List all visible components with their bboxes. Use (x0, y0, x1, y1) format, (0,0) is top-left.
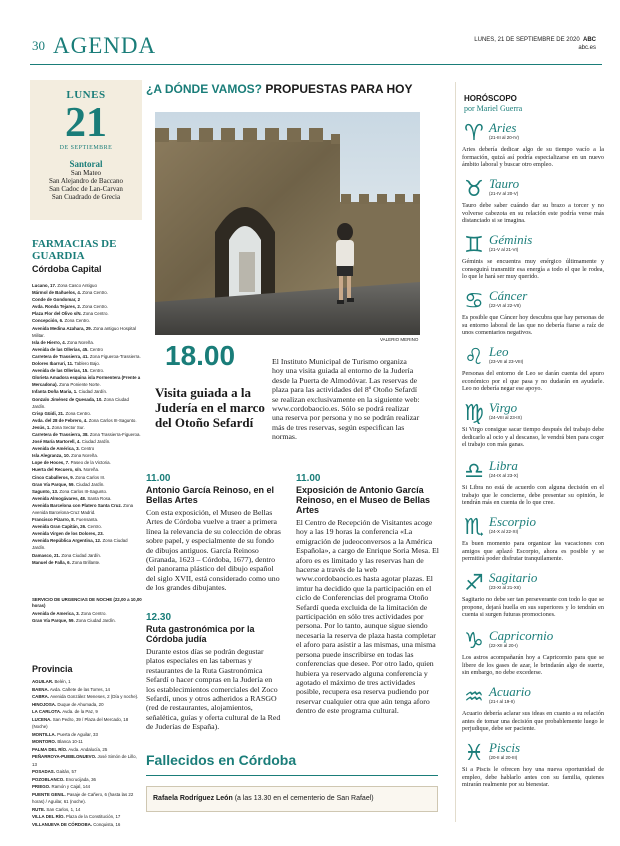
pisces-icon: ♓ (464, 741, 484, 766)
photo-credit: VALERIO MERINO (380, 337, 419, 342)
list-item (32, 776, 142, 784)
list-item-name: Isla de Hierro, 4. (32, 339, 66, 345)
list-item (32, 296, 142, 303)
list-item-area: José Simón de Lillo, 13 (32, 754, 137, 767)
list-item (32, 424, 142, 431)
list-item-area: Avenida González Meneses, 2 (Día y noche). (50, 694, 139, 699)
obituaries-rule (146, 775, 438, 776)
pharmacies-subtitle: Córdoba Capital (32, 264, 102, 274)
list-item-area: Avda. de la Paz, 9 (62, 709, 98, 714)
list-item (32, 768, 142, 776)
list-item-area: Ramón y Cajal, 144 (51, 784, 91, 789)
list-item-name: Carretera de Trassierra, 38. (32, 431, 89, 437)
sign-dates: (20-II al 20-III) (489, 755, 518, 760)
list-item-name: Infanta Doña Maria, 1. (32, 389, 78, 395)
list-item-area: San Carlos, 1, 14 (46, 806, 81, 812)
sign-dates: (22-VI al 22-VII) (489, 303, 521, 308)
list-item-name: POZOBLANCO. (32, 776, 65, 782)
list-item (32, 396, 142, 410)
list-item (32, 303, 142, 310)
sign-text: Si a Piscis le ofrecen hoy una nueva oportunidad de empleo, debe hablarlo antes con su familia, quienes mirarán realmente por su bienestar. (462, 766, 604, 789)
list-item-name: Gran Vía Parque, 59. (32, 618, 75, 623)
saint: San Cuadrado de Grecia (51, 193, 121, 201)
list-item (32, 474, 142, 481)
list-item-area: Belén, 1 (54, 679, 71, 684)
list-item (32, 783, 142, 791)
list-item-area: Ciudad Jardín. (75, 481, 105, 487)
horoscope-author: por Mariel Guerra (464, 104, 523, 113)
list-item (32, 466, 142, 473)
list-item-area: Zona Ciudad Jardín. (32, 538, 128, 551)
sign-name: Aries (489, 120, 517, 135)
list-item-name: Avenida de las Ollerías, 45. (32, 346, 89, 352)
sign-name: Acuario (489, 684, 531, 699)
event-item (296, 473, 439, 716)
sign-text: Aries debería dedicar algo de su tiempo vacío a la formación, quizá así podría especializarse en un nuevo ámbito laboral y buscar otro empleo. (462, 146, 604, 169)
sign-dates: (21-I al 19-II) (489, 699, 515, 704)
list-item-area: Zona Carlos III-Sagunto. (88, 417, 137, 423)
list-item (32, 708, 142, 716)
list-item-area: Zona Centro. (80, 611, 107, 616)
list-item-name: Avenida República Argentina, 12. (32, 538, 102, 544)
list-item-name: Avenida Almogávares, 48. (32, 495, 87, 501)
saint: San Mateo (70, 169, 102, 177)
list-item-name: POSADAS. (32, 769, 55, 774)
obituary-name: Rafaela Rodríguez León (153, 795, 233, 802)
list-item-name: Concepción, 6. (32, 318, 64, 324)
list-item (32, 367, 142, 374)
list-item-name: Gonzalo Jiménez de Quesada, 10. (32, 396, 103, 402)
list-item-name: Crisp Güidi, 21. (32, 410, 65, 416)
sign-text: Es posible que Cáncer hoy descubra que hay personas de su entorno laboral de las que no debería fiarse a raíz de unos comentarios negativos. (462, 314, 604, 337)
weekday: LUNES (66, 89, 106, 101)
sign-text: Sagitario no debe ser tan perseverante con todo lo que se propone, dejará huella en sus superiores y lo tendrán en cuenta si surgen futuras promociones. (462, 596, 604, 619)
list-item (32, 738, 142, 746)
list-item-area: Zona Avenida Barcelona-Cruz Madrid. (32, 502, 134, 515)
list-item-name: Gran Vía Parque, 59. (32, 481, 75, 487)
sign-name: Piscis (489, 740, 521, 755)
event-item (146, 612, 283, 732)
day-number: 21 (65, 100, 107, 146)
list-item (32, 746, 142, 754)
obituaries-title: Fallecidos en Córdoba (146, 752, 297, 768)
list-item (32, 523, 142, 530)
list-item-area: Zona Ciudad Jardín. (61, 552, 102, 558)
list-item-name: LUCENA. (32, 716, 52, 722)
list-item-name: Damasco, 21. (32, 552, 61, 558)
virgo-icon: ♍ (464, 401, 484, 426)
sign-text: Los astros acompañarán hoy a Capricornio para que se libere de los gases de azar, le brindarán algo de suerte, sin embargo, no debe excederse. (462, 654, 604, 677)
event-item (146, 473, 283, 593)
list-item (32, 317, 142, 324)
gemini-icon: ♊ (464, 233, 484, 258)
urgent-service-list (32, 610, 142, 624)
list-item-area: Zona Carlos III. (75, 474, 106, 480)
header-date: LUNES, 21 DE SEPTIEMBRE DE 2020 (474, 37, 580, 43)
list-item (32, 339, 142, 346)
list-item-name: Avda. Ronda Tejares, 2. (32, 304, 82, 310)
section-title: AGENDA (53, 33, 157, 58)
list-item (32, 716, 142, 731)
list-item (32, 806, 142, 814)
list-item-area: Zona Ciudad Jardín. (32, 396, 129, 409)
list-item (32, 559, 142, 566)
list-item-name: Isla Alegranza, 10. (32, 453, 70, 459)
list-item (32, 417, 142, 424)
header-rule (30, 64, 602, 65)
urgent-service-title: SERVICIO DE URGENCIAS DE NOCHE (22,00 a 10,00 horas) (32, 597, 142, 608)
list-item (32, 552, 142, 559)
list-item-area: Zona Brillante. (72, 559, 101, 565)
list-item-area: Santa Rosa. (87, 495, 112, 501)
sign-dates: (23-XI al 21-XII) (489, 585, 521, 590)
leo-icon: ♌ (464, 345, 484, 370)
list-item-area: Noreña. (83, 467, 100, 473)
list-item-area: Ciudad Jardín. (78, 389, 108, 395)
list-item-name: PRIEGO. (32, 784, 51, 789)
list-item-name: HINOJOSA. (32, 701, 57, 707)
list-item-area: San Pedro, 39 / Plaza del Mercado, 18 (Noche) (32, 716, 129, 729)
sign-text: Tauro debe saber cuándo dar su brazo a torcer y no volverse cabezota en su relación este podría verse más distanciado si se imagina. (462, 202, 604, 225)
list-item-area: Avda. Cañete de las Torres, 14 (49, 686, 110, 692)
list-item (32, 537, 142, 551)
obituary-detail: (a las 13.30 en el cementerio de San Rafael) (234, 795, 374, 802)
list-item-name: LA CARLOTA. (32, 709, 62, 714)
list-item (32, 791, 142, 806)
list-item (32, 282, 142, 289)
sign-dates: (23-VII al 23-VIII) (489, 359, 524, 364)
province-list (32, 678, 142, 828)
list-item (32, 678, 142, 686)
sign-name: Leo (489, 344, 509, 359)
list-item-name: AGUILAR. (32, 679, 54, 684)
list-item-area: Zona Ciudad Jardín. (75, 618, 116, 623)
list-item-name: Mármol de Bañuelos, 4. (32, 290, 82, 296)
kicker-proposals: PROPUESTAS PARA HOY (265, 82, 413, 96)
list-item-area: Centro. (89, 368, 105, 374)
obituary-entry (146, 786, 438, 812)
list-item-name: PALMA DEL RÍO. (32, 746, 68, 752)
sign-name: Géminis (489, 232, 533, 247)
sign-dates: (21-IV al 20-V) (489, 191, 519, 196)
list-item-area: Plaza de la Constitución, 17 (65, 814, 121, 819)
list-item (32, 495, 142, 502)
sign-text: Si Virgo consigue sacar tiempo después del trabajo debe dedicarlo al ocio y al descanso, le vendrá bien para coger el trabajo con más ganas. (462, 426, 604, 449)
list-item-area: Centro (89, 346, 103, 352)
event-title: Exposición de Antonio García Reinoso, en el Museo de Bellas Artes (296, 485, 431, 515)
list-item-area: Duque de Ahumada, 20 (57, 701, 104, 707)
list-item-area: Zona Figueroa-Trassierra. (89, 353, 141, 359)
header-dateline (474, 36, 596, 52)
list-item-area: Ciudad Jardín. (81, 439, 111, 445)
list-item-name: BAENA. (32, 686, 49, 692)
list-item-name: PUENTE GENIL. (32, 791, 66, 797)
list-item (32, 502, 142, 516)
list-item-area: Zona Trassierra-Figueroa. (89, 431, 141, 437)
sagittarius-icon: ♐ (464, 571, 484, 596)
list-item-name: CABRA. (32, 694, 50, 699)
sign-name: Sagitario (489, 570, 538, 585)
list-item-name: Dolores Ibarruri, 11. (32, 361, 74, 367)
province-title: Provincia (32, 664, 73, 674)
list-item-name: PEÑARROYA-PUEBLONUEVO. (32, 754, 97, 759)
list-item (32, 360, 142, 367)
list-item (32, 459, 142, 466)
list-item-area: Blanca 10-11 (57, 739, 83, 744)
list-item (32, 289, 142, 296)
list-item-area: Zona Carlos III-Sagunto. (59, 488, 108, 494)
sign-name: Tauro (489, 176, 520, 191)
list-item (32, 610, 142, 617)
list-item (32, 731, 142, 739)
list-item (32, 388, 142, 395)
list-item-name: Conde de Gondomar, 2 (32, 297, 81, 303)
kicker-question: ¿A DÓNDE VAMOS? (146, 82, 262, 96)
list-item (32, 452, 142, 459)
cancer-icon: ♋ (464, 289, 484, 314)
sign-name: Capricornio (489, 628, 554, 643)
list-item-name: Jesús, 1. (32, 424, 51, 430)
list-item-name: Manuel de Falla, 6. (32, 559, 71, 565)
event-text: El Centro de Recepción de Visitantes acoge hoy a las 19 horas la conferencia «La emigración de judeoconversos a la América Española», a cargo de Enrique Soria Mesa. El aforo es es limitado y las reservas han de hacerse a través de la web www.cordobaocio.es hasta agotar plazas. El imtur ha decidido que la participación en el ciclo de Conferencias del programa Otoño Sefardí queda excluida de la limitación de participación en sólo tres actividades por persona. Por lo tanto, aunque sigue siendo necesaria la reserva de plaza hasta completar el aforo para asistir a las mismas, una misma persona puede inscribirse en todas las conferencias que desee. Por otro lado, quien hubiera ya reservado alguna conferencia y agotado el máximo de tres actividades posible, recupera esa reserva pudiendo por reservar cualquier otra que aún tenga aforo dentro de este programa cultural. (296, 518, 439, 716)
list-item (32, 686, 142, 694)
list-item (32, 821, 142, 829)
date-box (30, 80, 142, 220)
list-item-name: Plaza Flor del Olivo s/N. (32, 311, 82, 317)
list-item-area: Avda. Andalucía, 25 (68, 746, 108, 752)
list-item (32, 346, 142, 353)
list-item (32, 374, 142, 388)
list-item (32, 431, 142, 438)
list-item-name: Avenida de América, 3. (32, 446, 80, 452)
sign-text: Es buen momento para organizar las vacaciones con amigos que aplazó Escorpio, ahora es posible y se permitirá poder disfrutar tranquilamente. (462, 540, 604, 563)
sign-dates: (24-X al 22-XI) (489, 529, 519, 534)
list-item (32, 445, 142, 452)
list-item-area: Zona Centro. (64, 318, 91, 324)
sign-dates: (24-IX al 23-X) (489, 473, 519, 478)
sign-dates: (21-V al 21-VI) (489, 247, 519, 252)
list-item-area: Zona Noreña. (67, 339, 95, 345)
sign-dates: (22-XII al 20-I) (489, 643, 518, 648)
feature-text: El Instituto Municipal de Turismo organiza hoy una visita guiada al entorno de la Judería desde la Puerta de Almodóvar. Las reservas de plaza para las actividades del 8º Otoño Sefardí se realizan exclusivamente en la siguiente web: www.cordobaocio.es. Sólo se podrá realizar una reserva por persona y no se podrán realizar más de tres reservas, según especifican las normas. (272, 357, 420, 442)
list-item-name: Huerta del Recuero, s/n. (32, 467, 83, 473)
list-item-area: Fuensanta. (76, 517, 99, 523)
pharmacies-title: FARMACIAS DE GUARDIA (32, 238, 117, 262)
sign-dates: (24-VIII al 23-IX) (489, 415, 523, 420)
page-number: 30 (32, 38, 45, 53)
list-item-name: MONTILLA. (32, 731, 56, 737)
list-item-name: Cinco Caballeros, 9. (32, 474, 74, 480)
list-item-name: Avenida de las Ollerías, 15. (32, 368, 89, 374)
list-item-area: Paseo de la Victoria. (70, 460, 111, 466)
list-item (32, 753, 142, 768)
list-item-area: Conquista, 16 (93, 821, 121, 827)
list-item-name: Glorieta Amadora esquina isla Formentera (Frente a Mercadona). (32, 375, 141, 388)
feature-time: 18.00 (165, 340, 236, 371)
list-item-area: Puerta de Aguilar, 33 (57, 731, 98, 737)
santoral-heading: Santoral (69, 159, 103, 169)
event-time: 11.00 (146, 473, 171, 484)
list-item (32, 353, 142, 360)
list-item-name: Francisco Pizarro, 8. (32, 517, 75, 523)
list-item (32, 325, 142, 339)
libra-icon: ♎ (464, 459, 484, 484)
list-item-name: Sagunto, 13. (32, 488, 59, 494)
aquarius-icon: ♒ (464, 685, 484, 710)
section-kicker (146, 82, 412, 96)
month: DE SEPTIEMBRE (59, 145, 113, 151)
list-item-area: Gaitán, 57 (56, 769, 77, 774)
event-title: Ruta gastronómica por la Córdoba judía (146, 624, 255, 644)
list-item-area: Tablero Bajo. (74, 361, 101, 367)
taurus-icon: ♉ (464, 177, 484, 202)
pharmacies-list (32, 282, 142, 566)
feature-title: Visita guiada a la Judería en el marco del Otoño Sefardí (155, 385, 265, 430)
list-item (32, 410, 142, 417)
event-time: 11.00 (296, 473, 321, 484)
sign-name: Virgo (489, 400, 518, 415)
list-item-name: Avenida de America, 3. (32, 611, 80, 616)
list-item-name: Avenida Gran Capitán, 26. (32, 524, 87, 530)
list-item-area: Zona Centro. (83, 311, 109, 317)
saint: San Cadoc de Lan-Carvan (49, 185, 123, 193)
sign-text: Géminis se encuentra muy enérgico últimamente y conseguirá transmitir esa energía a todo el que le rodea, lo que le hará ser muy querido. (462, 258, 604, 281)
list-item-area: Encrucijada, 36 (65, 776, 96, 782)
list-item-area: Zona antiguo Hospital Militar. (32, 325, 136, 338)
aries-icon: ♈ (464, 121, 484, 146)
list-item-name: VILLANUEVA DE CÓRDOBA. (32, 821, 93, 827)
event-text: Durante estos días se podrán degustar platos especiales en las tabernas y restaurantes de la Ruta Gastronómica Sefardí o hacer compras en la Judería en los establecimientos comerciales del Zoco Sefardí, unos y otros adheridos a RASGO (red de restaurantes, alojamientos, señalética, guías y oferta cultural de la Red de Juderías de España). (146, 647, 281, 732)
list-item-area: Zona Centro. (65, 410, 92, 416)
sign-dates: (21-III al 20-IV) (489, 135, 520, 140)
sign-text: Acuario debería aclarar sus ideas en cuanto a su relación antes de tomar una decisión que probablemente luego le perjudique, debe ser paciente. (462, 710, 604, 733)
event-text: Con esta exposición, el Museo de Bellas Artes de Córdoba vuelve a traer a primera línea la relevancia de su colección de obras sobre papel, y especialmente de su fondo de dibujos antiguos. García Reinoso (Granada, 1623 – Córdoba, 1677), dentro del panorama plástico del dibujo español del siglo XVII, está considerado como uno de los grandes dibujantes. (146, 508, 281, 593)
list-item-area: Zona Noreña. (71, 453, 99, 459)
list-item (32, 813, 142, 821)
list-item-name: Lucano, 17. (32, 283, 57, 288)
list-item-name: Lope de Hoces, 7. (32, 460, 70, 466)
list-item-name: Avda. del 28 de Febrero, 4. (32, 417, 88, 423)
list-item (32, 438, 142, 445)
list-item-area: Zona Casco Antiguo (57, 283, 97, 288)
horoscope-title: HORÓSCOPO (464, 94, 517, 103)
list-item (32, 693, 142, 701)
list-item-area: Zona Sector Sur. (51, 424, 85, 430)
list-item-name: VILLA DEL RÍO. (32, 814, 65, 819)
list-item-name: Carretera de Trassierra, 41. (32, 353, 89, 359)
list-item-name: Avenida Barcelona con Platero Santa Cruz. (32, 502, 122, 508)
sign-name: Escorpio (489, 514, 536, 529)
list-item-name: RUTE. (32, 806, 46, 812)
list-item (32, 530, 142, 537)
list-item-name: MONTORO. (32, 739, 57, 744)
capricorn-icon: ♑ (464, 629, 484, 654)
event-time: 12.30 (146, 612, 172, 623)
list-item (32, 310, 142, 317)
header-brand: ABC (583, 37, 596, 43)
header-site: abc.es (578, 45, 596, 51)
list-item (32, 488, 142, 495)
sign-name: Cáncer (489, 288, 528, 303)
list-item-area: Zona Centro. (82, 304, 108, 310)
list-item (32, 701, 142, 709)
list-item (32, 481, 142, 488)
scorpio-icon: ♏ (464, 515, 484, 540)
list-item-area: Zona Poniente Norte. (59, 382, 101, 388)
list-item-name: Avenida Virgen de los Dolores, 23. (32, 531, 104, 537)
list-item-name: José María Martorell, 4. (32, 439, 81, 445)
list-item-area: Centro (80, 446, 95, 452)
list-item-area: Pasaje de Cañero, 6 (hasta las 22 horas) / Aguilar, 61 (noche). (32, 791, 134, 804)
event-title: Antonio García Reinoso, en el Bellas Artes (146, 485, 275, 505)
list-item (32, 617, 142, 624)
sign-text: Personas del entorno de Leo se darán cuenta del apuro económico por el que pasa y no dudarán en ayudarle. Leo no debería negar ese apoyo. (462, 370, 604, 393)
saint: San Alejandro de Baccano (48, 177, 124, 185)
feature-photo (155, 112, 420, 335)
list-item-area: Zona Centro. (82, 290, 108, 296)
list-item-area: Centro. (87, 524, 102, 530)
list-item (32, 516, 142, 523)
list-item-name: Avenida Medina Azahara, 29. (32, 325, 92, 331)
city-gate-image (155, 112, 420, 335)
sign-name: Libra (489, 458, 518, 473)
sign-text: Si Libra no está de acuerdo con alguna decisión en el trabajo que le concierne, debe presentar su opinión, le tendrán más en cuenta de lo que cree. (462, 484, 604, 507)
